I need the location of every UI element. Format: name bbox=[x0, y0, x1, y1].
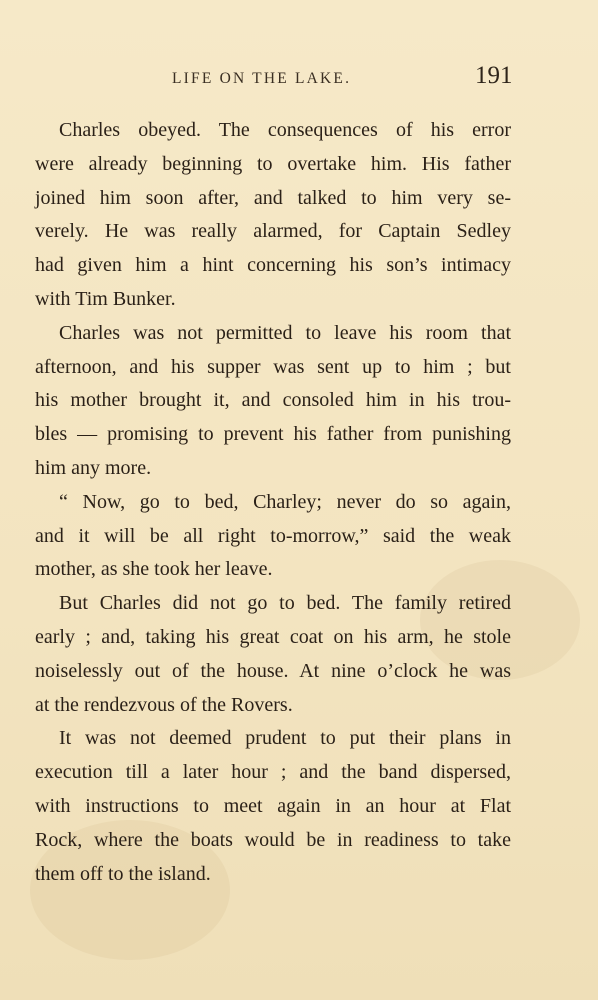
text-line: It was not deemed prudent to put their plans in bbox=[59, 727, 511, 750]
text-line: verely. He was really alarmed, for Captain Sedley bbox=[35, 220, 511, 243]
text-line: execution till a later hour ; and the band dispersed, bbox=[35, 761, 511, 784]
text-line: “ Now, go to bed, Charley; never do so again, bbox=[59, 490, 511, 513]
text-line: Charles was not permitted to leave his room that bbox=[59, 321, 511, 344]
paragraph bbox=[35, 317, 511, 486]
text-line: afternoon, and his supper was sent up to him ; but bbox=[35, 355, 511, 378]
text-line: bles — promising to prevent his father from punishing bbox=[35, 423, 511, 446]
text-line: with instructions to meet again in an hour at Flat bbox=[35, 794, 511, 817]
paragraph bbox=[35, 486, 511, 587]
text-line: Charles obeyed. The consequences of his error bbox=[59, 119, 511, 141]
text-line: at the rendezvous of the Rovers. bbox=[35, 693, 293, 716]
paragraph bbox=[35, 722, 511, 891]
running-head: LIFE ON THE LAKE. bbox=[172, 70, 352, 87]
body-text bbox=[35, 114, 511, 891]
page-header bbox=[0, 62, 598, 94]
text-line: early ; and, taking his great coat on his arm, he stole bbox=[35, 625, 511, 648]
paragraph bbox=[35, 587, 511, 722]
text-line: mother, as she took her leave. bbox=[35, 558, 273, 581]
text-line: noiselessly out of the house. At nine o’clock he was bbox=[35, 659, 511, 682]
text-line: and it will be all right to-morrow,” said the weak bbox=[35, 524, 511, 547]
text-line: his mother brought it, and consoled him in his trou- bbox=[35, 389, 511, 412]
text-line: had given him a hint concerning his son’s intimacy bbox=[35, 254, 511, 277]
text-line: were already beginning to overtake him. His father bbox=[35, 152, 511, 175]
text-line: But Charles did not go to bed. The family retired bbox=[59, 592, 511, 615]
page-number: 191 bbox=[475, 62, 513, 89]
text-line: him any more. bbox=[35, 456, 152, 479]
text-line: them off to the island. bbox=[35, 862, 211, 885]
text-line: Rock, where the boats would be in readiness to take bbox=[35, 828, 511, 851]
paragraph bbox=[35, 114, 511, 317]
text-line: with Tim Bunker. bbox=[35, 287, 176, 310]
text-line: joined him soon after, and talked to him very se- bbox=[35, 186, 511, 209]
